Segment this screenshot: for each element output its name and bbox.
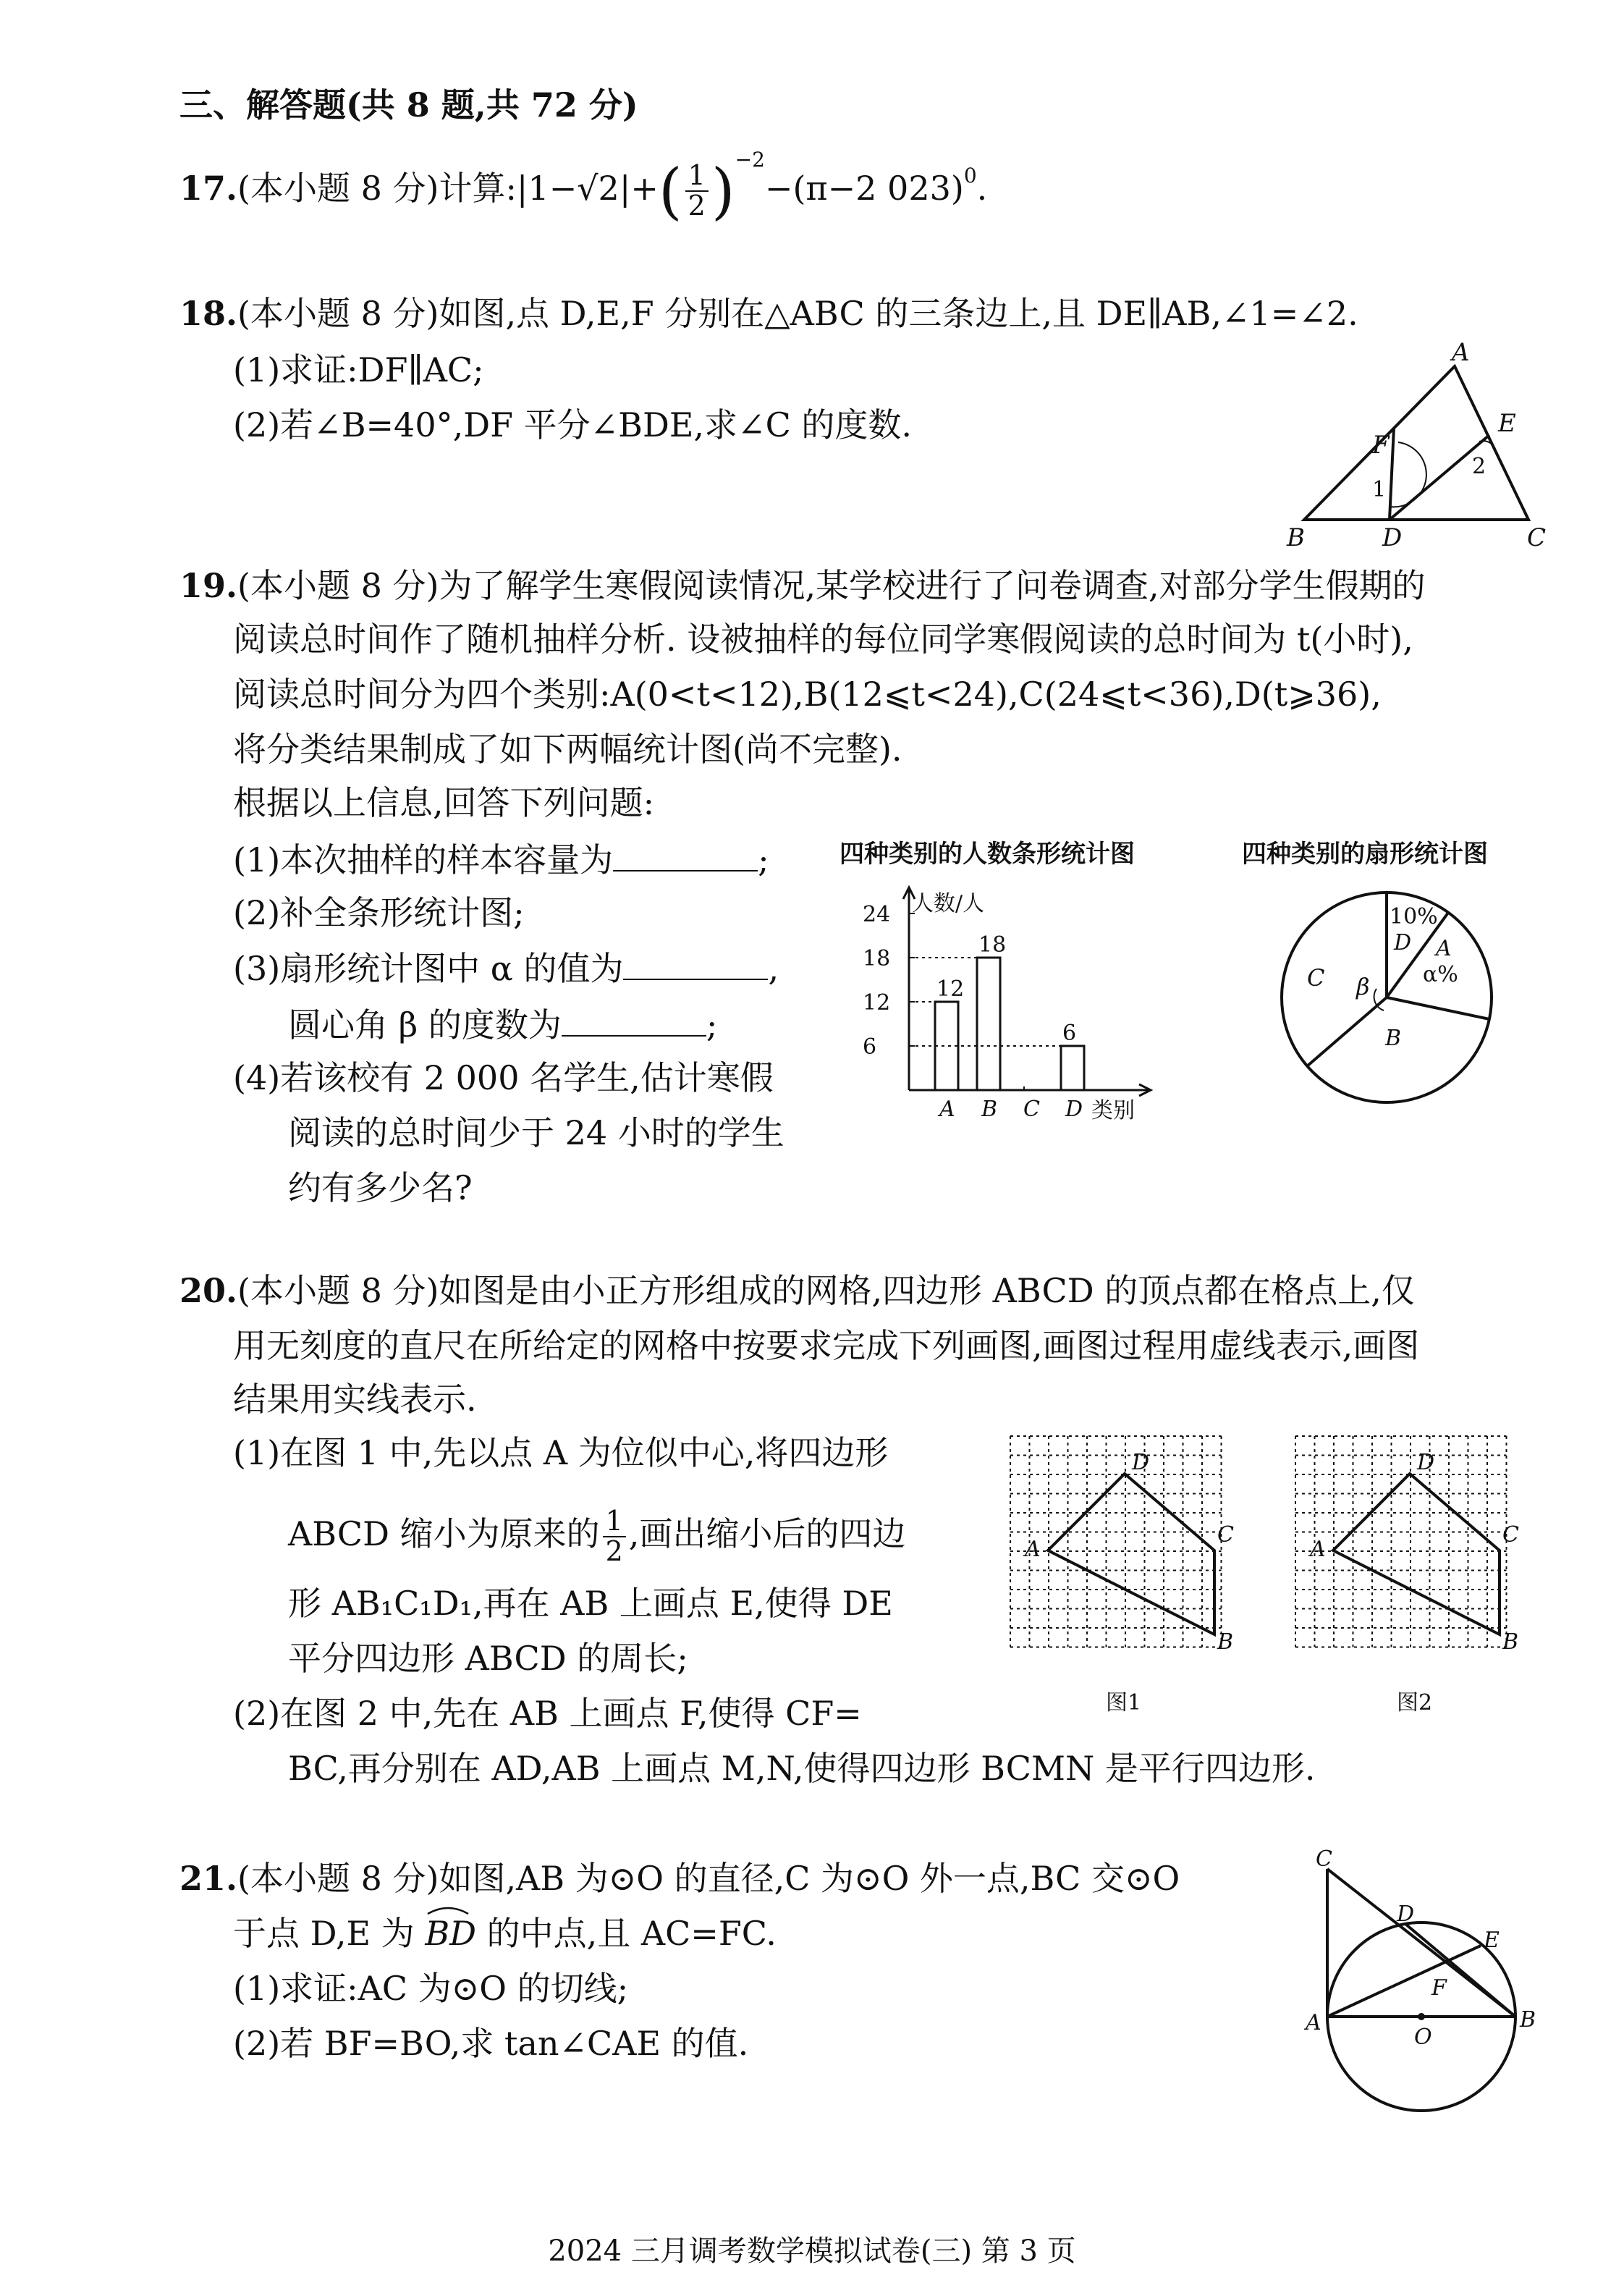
x-axis-label: 类别 <box>1091 1098 1135 1123</box>
q21-line1: 如图,AB 为⊙O 的直径,C 为⊙O 外一点,BC 交⊙O <box>439 1859 1180 1898</box>
pie-label-c: C <box>1307 964 1325 992</box>
fig1-caption: 图1 <box>1106 1690 1142 1715</box>
q19-line4: 将分类结果制成了如下两幅统计图(尚不完整). <box>233 730 902 769</box>
q21-part1: (1)求证:AC 为⊙O 的切线; <box>233 1969 629 2008</box>
pie-chart <box>1278 889 1495 1106</box>
label-b: B <box>1287 523 1305 552</box>
q20-fraction: $\frac{1}{2}$ <box>603 1507 626 1566</box>
fig21-label-d: D <box>1397 1902 1415 1927</box>
bar-chart-title: 四种类别的人数条形统计图 <box>840 840 1135 869</box>
q20-part1a: (1)在图 1 中,先以点 A 为位似中心,将四边形 <box>233 1433 889 1472</box>
q20-part1c: 形 AB₁C₁D₁,再在 AB 上画点 E,使得 DE <box>288 1584 893 1623</box>
x-tick-label-C: C <box>1023 1097 1040 1122</box>
question-19 <box>179 566 1426 605</box>
fig2-caption: 图2 <box>1397 1690 1433 1715</box>
fig1-label-a: A <box>1025 1537 1041 1562</box>
fig21-label-c: C <box>1316 1846 1332 1872</box>
pie-radius-a-b <box>1387 997 1489 1019</box>
q21-score: (本小题 8 分) <box>237 1859 439 1898</box>
q17-number: 17. <box>179 169 238 208</box>
q17-fraction: $\frac{1}{2}$ <box>685 161 709 221</box>
q21-number: 21. <box>179 1859 238 1898</box>
data-label-D: 6 <box>1062 1021 1077 1046</box>
y-tick-label-18: 18 <box>863 946 891 971</box>
pie-label-b: B <box>1385 1026 1402 1051</box>
y-tick-label-24: 24 <box>863 902 891 927</box>
q19-blank-3[interactable] <box>623 950 768 980</box>
x-tick-label-A: A <box>939 1097 955 1122</box>
pie-label-d: D <box>1394 930 1412 955</box>
bar-D <box>1061 1046 1084 1090</box>
q17-exponent: −2 <box>735 147 765 172</box>
fig21-label-o: O <box>1414 2025 1432 2050</box>
page-footer: 2024 三月调考数学模拟试卷(三) 第 3 页 <box>548 2234 1076 2268</box>
pie-label-a-pct: α% <box>1423 962 1458 987</box>
q18-number: 18. <box>179 294 238 333</box>
fig21-label-b: B <box>1520 2007 1536 2033</box>
pie-label-d-pct: 10% <box>1390 904 1438 929</box>
q20-number: 20. <box>179 1271 238 1310</box>
angle-2-label: 2 <box>1472 454 1486 479</box>
q20-line3: 结果用实线表示. <box>233 1380 477 1419</box>
label-c: C <box>1527 523 1547 552</box>
q19-part1: (1)本次抽样的样本容量为 ; <box>233 840 769 879</box>
grid-figure-1 <box>1006 1432 1255 1715</box>
fig2-label-a: A <box>1310 1537 1326 1562</box>
q19-number: 19. <box>179 566 238 605</box>
x-tick-label-D: D <box>1065 1097 1083 1122</box>
q21-circle-figure <box>1300 1844 1560 2119</box>
question-20 <box>179 1271 1415 1310</box>
fig1-label-c: C <box>1217 1522 1234 1548</box>
q19-part4b: 阅读的总时间少于 24 小时的学生 <box>288 1113 784 1152</box>
q17-tail-exponent: 0 <box>963 163 977 187</box>
q19-part4c: 约有多少名? <box>288 1168 473 1207</box>
q19-part2: (2)补全条形统计图; <box>233 893 525 932</box>
q19-line2: 阅读总时间作了随机抽样分析. 设被抽样的每位同学寒假阅读的总时间为 t(小时), <box>233 620 1413 659</box>
q21-part2: (2)若 BF=BO,求 tan∠CAE 的值. <box>233 2024 749 2063</box>
center-o <box>1418 2013 1425 2020</box>
label-a: A <box>1452 338 1470 367</box>
q20-line2: 用无刻度的直尺在所给定的网格中按要求完成下列画图,画图过程用虚线表示,画图 <box>233 1326 1420 1365</box>
question-17: 17.(本小题 8 分)计算:|1−√2|+( $\frac{1}{2}$ )$^{-2}$−(π−2 023)$^0$. <box>179 147 988 227</box>
q17-tail: −(π−2 023) <box>764 169 964 208</box>
angle-1-label: 1 <box>1372 477 1387 502</box>
label-e: E <box>1498 409 1516 438</box>
q19-part4a: (4)若该校有 2 000 名学生,估计寒假 <box>233 1058 774 1097</box>
question-21 <box>179 1859 1180 1898</box>
q19-blank-1[interactable] <box>613 841 758 871</box>
q18-score: (本小题 8 分) <box>237 294 439 333</box>
question-18 <box>179 294 1358 333</box>
q20-line1: 如图是由小正方形组成的网格,四边形 ABCD 的顶点都在格点上,仅 <box>439 1271 1415 1310</box>
arc-bd: BD <box>425 1914 476 1953</box>
q20-score: (本小题 8 分) <box>237 1271 439 1310</box>
grid-figure-2 <box>1291 1432 1540 1715</box>
q19-part3: (3)扇形统计图中 α 的值为 , <box>233 949 779 988</box>
fig21-label-f: F <box>1431 1975 1447 2001</box>
q19-score: (本小题 8 分) <box>237 566 439 605</box>
q18-triangle-figure <box>1281 340 1556 550</box>
data-label-B: 18 <box>978 932 1007 958</box>
q18-part1: (1)求证:DF∥AC; <box>233 350 484 389</box>
y-tick-label-6: 6 <box>863 1034 877 1060</box>
x-tick-label-B: B <box>981 1097 998 1122</box>
q20-part1d: 平分四边形 ABCD 的周长; <box>288 1639 688 1678</box>
fig2-label-c: C <box>1502 1522 1519 1548</box>
q18-part2: (2)若∠B=40°,DF 平分∠BDE,求∠C 的度数. <box>233 405 913 444</box>
q17-lead: 计算:|1−√2|+ <box>439 169 659 208</box>
fig2-label-d: D <box>1417 1450 1435 1475</box>
label-f: F <box>1372 431 1390 460</box>
pie-chart-title: 四种类别的扇形统计图 <box>1242 840 1488 869</box>
section-title: 三、解答题(共 8 题,共 72 分) <box>179 85 638 124</box>
q21-line2: 于点 D,E 为 BD 的中点,且 AC=FC. <box>233 1917 777 1950</box>
y-axis-label: 人数/人 <box>912 891 985 916</box>
y-tick-label-12: 12 <box>863 990 891 1016</box>
segment-df <box>1390 428 1394 520</box>
q20-part2b: BC,再分别在 AD,AB 上画点 M,N,使得四边形 BCMN 是平行四边形. <box>288 1749 1316 1788</box>
q19-line3: 阅读总时间分为四个类别:A(0<t<12),B(12⩽t<24),C(24⩽t<36),D(t⩾36), <box>233 675 1382 714</box>
q19-blank-3b[interactable] <box>562 1006 706 1037</box>
fig1-label-d: D <box>1132 1450 1150 1475</box>
q20-part2a: (2)在图 2 中,先在 AB 上画点 F,使得 CF= <box>233 1694 862 1733</box>
bar-chart <box>861 880 1172 1126</box>
q20-part1b: ABCD 缩小为原来的 $\frac{1}{2}$ ,画出缩小后的四边 <box>288 1505 906 1567</box>
pie-label-beta: β <box>1356 973 1370 1000</box>
fig21-label-a: A <box>1306 2010 1321 2035</box>
q19-part3b: 圆心角 β 的度数为 ; <box>288 1005 718 1044</box>
q19-line1: 为了解学生寒假阅读情况,某学校进行了问卷调查,对部分学生假期的 <box>439 566 1426 605</box>
q18-line1: 如图,点 D,E,F 分别在△ABC 的三条边上,且 DE∥AB,∠1=∠2. <box>439 294 1358 333</box>
fig2-label-b: B <box>1502 1629 1519 1655</box>
quadrilateral-abcd-2 <box>1333 1474 1500 1634</box>
fig1-label-b: B <box>1217 1629 1234 1655</box>
q17-score: (本小题 8 分) <box>237 169 439 208</box>
pie-label-a: A <box>1436 936 1452 961</box>
fig21-label-e: E <box>1484 1928 1500 1953</box>
pie-radius-b-c <box>1307 997 1387 1066</box>
bar-B <box>977 958 1000 1090</box>
q19-line5: 根据以上信息,回答下列问题: <box>233 783 655 822</box>
quadrilateral-abcd-1 <box>1048 1474 1214 1634</box>
label-d: D <box>1382 523 1403 552</box>
data-label-A: 12 <box>936 976 965 1002</box>
